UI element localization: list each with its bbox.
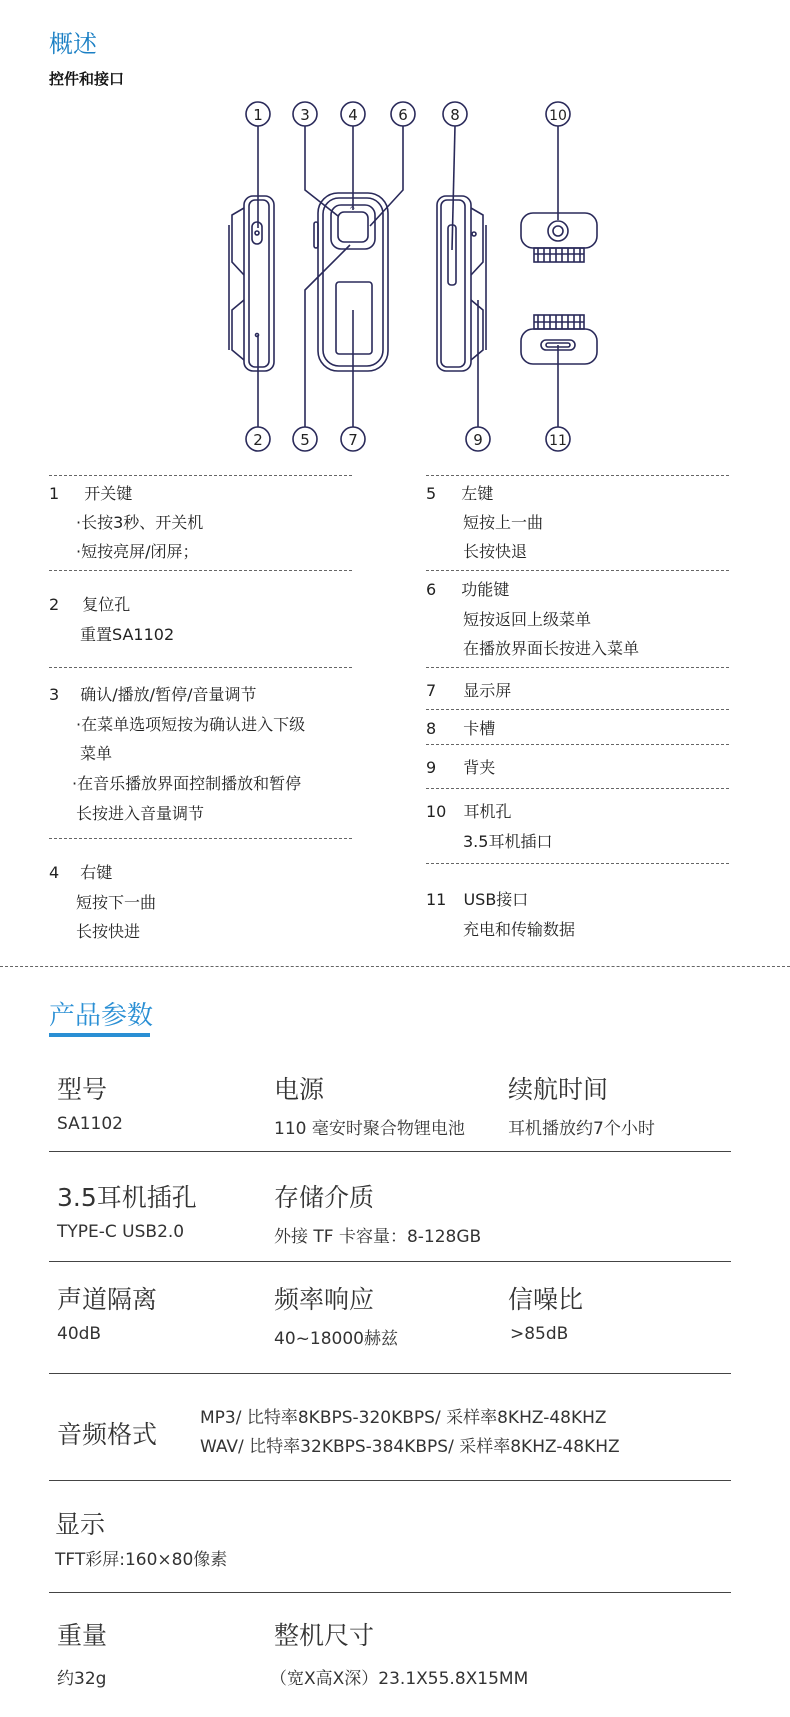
size-label: 整机尺寸 bbox=[274, 1621, 375, 1650]
legend-num: 6 bbox=[426, 580, 437, 599]
storage-label: 存储介质 bbox=[274, 1183, 375, 1212]
power-value: 110 毫安时聚合物锂电池 bbox=[274, 1119, 465, 1139]
display-label: 显示 bbox=[55, 1510, 106, 1539]
svg-text:8: 8 bbox=[450, 106, 460, 124]
divider bbox=[426, 788, 729, 789]
legend-line: ·长按3秒、开关机 bbox=[76, 513, 204, 532]
legend-num: 2 bbox=[49, 595, 60, 614]
size-value: （宽X高X深）23.1X55.8X15MM bbox=[270, 1669, 529, 1689]
divider bbox=[49, 475, 352, 476]
legend-num: 8 bbox=[426, 719, 437, 738]
legend-line: 重置SA1102 bbox=[80, 625, 175, 644]
legend-item-4-title bbox=[49, 858, 112, 888]
divider bbox=[426, 667, 729, 668]
model-label: 型号 bbox=[57, 1075, 108, 1104]
legend-name: USB接口 bbox=[463, 890, 529, 909]
callout-11 bbox=[546, 345, 570, 451]
legend-line: ·短按亮屏/闭屏； bbox=[76, 542, 199, 561]
divider bbox=[49, 1373, 731, 1374]
snr-label: 信噪比 bbox=[508, 1285, 584, 1314]
legend-num: 10 bbox=[426, 802, 447, 821]
snr-value: >85dB bbox=[510, 1324, 569, 1344]
divider bbox=[426, 744, 729, 745]
divider bbox=[49, 1480, 731, 1481]
legend-line: 菜单 bbox=[80, 744, 113, 763]
svg-text:^: ^ bbox=[349, 205, 356, 214]
format-value-wav: WAV/ 比特率32KBPS-384KBPS/ 采样率8KHZ-48KHZ bbox=[200, 1437, 620, 1457]
legend-line: 长按快退 bbox=[463, 542, 528, 561]
legend-item-8-title bbox=[426, 714, 495, 744]
specs-title: 产品参数 bbox=[49, 1001, 154, 1031]
svg-text:3: 3 bbox=[300, 106, 310, 124]
legend-name: 功能键 bbox=[461, 580, 510, 599]
legend-name: 卡槽 bbox=[463, 719, 496, 738]
frequency-value: 40~18000赫兹 bbox=[274, 1329, 398, 1349]
legend-item-9-title bbox=[426, 753, 495, 783]
legend-num: 3 bbox=[49, 685, 60, 704]
legend-num: 4 bbox=[49, 863, 60, 882]
legend-item-5-title bbox=[426, 479, 493, 509]
legend-num: 5 bbox=[426, 484, 437, 503]
legend-num: 9 bbox=[426, 758, 437, 777]
divider bbox=[49, 1592, 731, 1593]
divider bbox=[426, 863, 729, 864]
device-diagram bbox=[195, 95, 610, 460]
svg-text:9: 9 bbox=[473, 431, 483, 449]
weight-value: 约32g bbox=[57, 1669, 107, 1689]
legend-line: ·在菜单选项短按为确认进入下级 bbox=[76, 715, 306, 734]
legend-line: 在播放界面长按进入菜单 bbox=[463, 639, 640, 658]
legend-item-2-title bbox=[49, 590, 130, 620]
legend-name: 左键 bbox=[461, 484, 494, 503]
legend-line: 短按上一曲 bbox=[463, 513, 544, 532]
callout-5 bbox=[293, 245, 350, 451]
legend-num: 7 bbox=[426, 681, 437, 700]
power-label: 电源 bbox=[274, 1075, 325, 1104]
legend-line: 短按下一曲 bbox=[76, 893, 157, 912]
callout-7 bbox=[341, 310, 365, 451]
device-top-view bbox=[521, 213, 597, 262]
callout-6 bbox=[370, 102, 415, 226]
storage-value: 外接 TF 卡容量：8-128GB bbox=[274, 1227, 482, 1247]
legend-name: 耳机孔 bbox=[463, 802, 512, 821]
page-title: 概述 bbox=[49, 30, 97, 58]
weight-label: 重量 bbox=[57, 1621, 108, 1650]
battery-label: 续航时间 bbox=[508, 1075, 609, 1104]
legend-line: 长按快进 bbox=[76, 922, 141, 941]
jack-label: 3.5耳机插孔 bbox=[57, 1183, 197, 1212]
callout-3 bbox=[293, 102, 338, 216]
divider bbox=[49, 1151, 731, 1152]
jack-value: TYPE-C USB2.0 bbox=[57, 1222, 185, 1242]
svg-text:11: 11 bbox=[549, 433, 567, 449]
legend-line: 充电和传输数据 bbox=[463, 920, 576, 939]
divider bbox=[49, 1261, 731, 1262]
legend-line: ·在音乐播放界面控制播放和暂停 bbox=[72, 774, 302, 793]
legend-name: 复位孔 bbox=[82, 595, 131, 614]
legend-item-7-title bbox=[426, 676, 511, 706]
legend-name: 右键 bbox=[80, 863, 113, 882]
battery-value: 耳机播放约7个小时 bbox=[508, 1119, 655, 1139]
format-value-mp3: MP3/ 比特率8KBPS-320KBPS/ 采样率8KHZ-48KHZ bbox=[200, 1408, 607, 1428]
frequency-label: 频率响应 bbox=[274, 1285, 375, 1314]
svg-text:4: 4 bbox=[348, 106, 358, 124]
device-front bbox=[314, 193, 388, 371]
legend-num: 1 bbox=[49, 484, 60, 503]
legend-item-6-title bbox=[426, 575, 509, 605]
legend-name: 开关键 bbox=[84, 484, 133, 503]
divider bbox=[426, 570, 729, 571]
callout-10 bbox=[546, 102, 570, 220]
specs-title-underline bbox=[49, 1033, 150, 1037]
divider bbox=[49, 838, 352, 839]
legend-item-1-title bbox=[49, 479, 132, 509]
legend-name: 显示屏 bbox=[463, 681, 512, 700]
divider bbox=[49, 667, 352, 668]
legend-num: 11 bbox=[426, 890, 447, 909]
section-divider bbox=[0, 966, 790, 967]
svg-text:6: 6 bbox=[398, 106, 408, 124]
divider bbox=[426, 709, 729, 710]
divider bbox=[426, 475, 729, 476]
divider bbox=[49, 570, 352, 571]
legend-item-10-title bbox=[426, 797, 511, 827]
svg-text:7: 7 bbox=[348, 431, 358, 449]
svg-text:10: 10 bbox=[549, 108, 567, 124]
section-subtitle: 控件和接口 bbox=[49, 70, 125, 88]
separation-value: 40dB bbox=[57, 1324, 102, 1344]
svg-text:2: 2 bbox=[253, 431, 263, 449]
display-value: TFT彩屏:160×80像素 bbox=[55, 1550, 228, 1570]
legend-name: 确认/播放/暂停/音量调节 bbox=[80, 685, 257, 704]
svg-text:5: 5 bbox=[300, 431, 310, 449]
legend-item-3-title bbox=[49, 680, 256, 710]
device-side-left bbox=[229, 196, 274, 371]
callout-8 bbox=[443, 102, 467, 250]
legend-item-11-title bbox=[426, 885, 528, 915]
svg-text:1: 1 bbox=[253, 106, 263, 124]
legend-line: 长按进入音量调节 bbox=[76, 804, 205, 823]
model-value: SA1102 bbox=[57, 1114, 123, 1134]
legend-name: 背夹 bbox=[463, 758, 496, 777]
separation-label: 声道隔离 bbox=[57, 1285, 158, 1314]
device-bottom-view bbox=[521, 315, 597, 364]
format-label: 音频格式 bbox=[57, 1420, 158, 1449]
legend-line: 3.5耳机插口 bbox=[463, 832, 553, 851]
legend-line: 短按返回上级菜单 bbox=[463, 610, 592, 629]
